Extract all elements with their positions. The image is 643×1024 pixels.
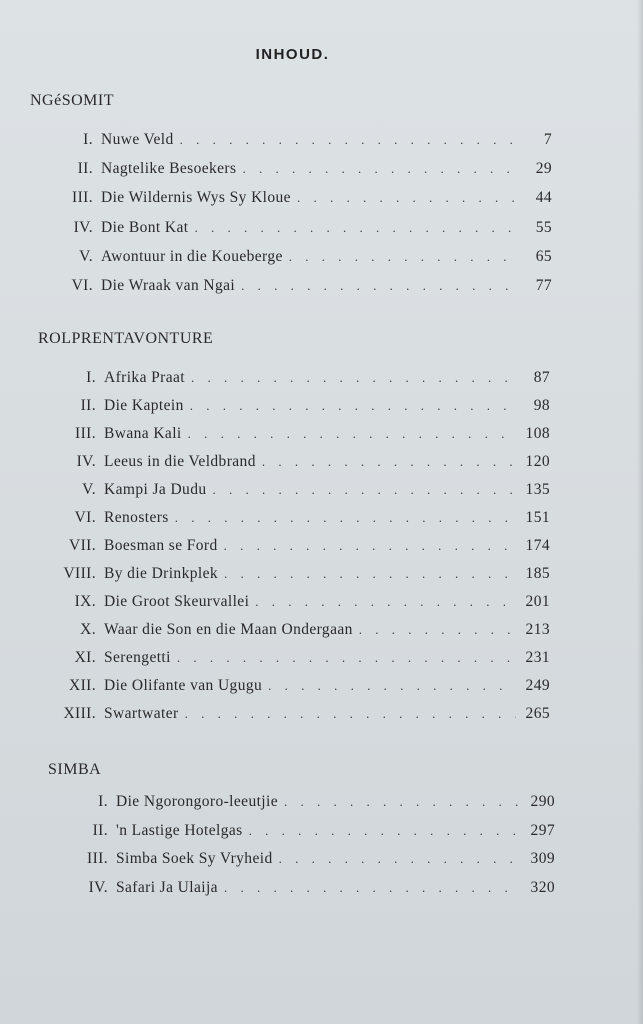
page-number: 174 <box>525 537 550 554</box>
toc-entry <box>55 850 555 870</box>
chapter-title: Kampi Ja Dudu <box>104 481 207 498</box>
chapter-numeral: VI. <box>74 509 96 526</box>
dot-leader <box>191 370 516 386</box>
toc-entry <box>55 481 550 501</box>
chapter-numeral: VI. <box>71 277 93 294</box>
toc-entry <box>55 649 550 669</box>
dot-leader <box>224 566 516 582</box>
dot-leader <box>262 454 516 470</box>
chapter-title: Nuwe Veld <box>101 131 174 148</box>
chapter-numeral: II. <box>92 821 108 839</box>
chapter-title: Afrika Praat <box>104 369 185 386</box>
dot-leader <box>185 706 516 722</box>
dot-leader <box>297 190 518 206</box>
dot-leader <box>279 851 521 867</box>
dot-leader <box>255 594 516 610</box>
chapter-numeral: I. <box>83 131 93 148</box>
chapter-numeral: VII. <box>69 537 96 554</box>
section-heading: SIMBA <box>48 761 102 778</box>
chapter-title: Simba Soek Sy Vryheid <box>116 850 273 868</box>
page-title: INHOUD. <box>255 46 330 63</box>
chapter-title: Die Ngorongoro-leeutjie <box>116 793 278 810</box>
chapter-numeral: IX. <box>74 593 96 610</box>
chapter-numeral: IV. <box>73 218 93 236</box>
dot-leader <box>224 538 516 554</box>
toc-entry <box>55 822 555 842</box>
chapter-title: Die Bont Kat <box>101 218 189 236</box>
page-number: 98 <box>533 397 550 414</box>
dot-leader <box>213 482 517 498</box>
toc-entry <box>55 369 550 389</box>
toc-entry <box>55 219 552 239</box>
toc-entry <box>55 793 555 813</box>
chapter-title: Die Olifante van Ugugu <box>104 677 263 694</box>
chapter-numeral: I. <box>86 369 96 386</box>
page-number: 87 <box>533 369 550 386</box>
page-number: 320 <box>530 879 555 897</box>
chapter-numeral: III. <box>75 425 96 442</box>
dot-leader <box>268 678 516 694</box>
chapter-title: Awontuur in die Koueberge <box>101 247 283 265</box>
page-number: 7 <box>543 131 552 148</box>
chapter-title: By die Drinkplek <box>104 565 219 582</box>
toc-entry <box>55 593 550 613</box>
page-number: 231 <box>525 649 550 666</box>
page-number: 185 <box>525 565 550 582</box>
toc-entry <box>55 189 552 209</box>
chapter-title: Serengetti <box>104 649 171 666</box>
toc-entry <box>55 160 552 180</box>
toc-entry <box>55 879 555 899</box>
page-number: 29 <box>535 160 552 178</box>
chapter-numeral: XII. <box>69 677 96 694</box>
dot-leader <box>180 132 518 148</box>
chapter-numeral: IV. <box>88 879 108 897</box>
chapter-title: Leeus in die Veldbrand <box>104 453 256 470</box>
chapter-numeral: I. <box>98 793 108 810</box>
dot-leader <box>194 220 518 236</box>
toc-entry <box>55 277 552 297</box>
chapter-title: Nagtelike Besoekers <box>101 160 237 178</box>
chapter-title: Die Wraak van Ngai <box>101 277 236 294</box>
section-heading: NGéSOMIT <box>30 92 114 109</box>
chapter-numeral: VIII. <box>63 565 96 582</box>
section-heading: ROLPRENTAVONTURE <box>38 330 214 347</box>
dot-leader <box>289 249 518 265</box>
page-number: 65 <box>535 247 552 265</box>
toc-entry <box>55 565 550 585</box>
dot-leader <box>242 161 518 177</box>
page-number: 44 <box>535 189 552 207</box>
chapter-title: 'n Lastige Hotelgas <box>116 821 243 839</box>
dot-leader <box>241 278 518 294</box>
page-number: 249 <box>525 677 550 694</box>
chapter-numeral: V. <box>82 481 96 498</box>
toc-entry <box>55 537 550 557</box>
dot-leader <box>188 426 516 442</box>
page-number: 297 <box>530 821 555 839</box>
toc-entry <box>55 425 550 445</box>
dot-leader <box>359 622 516 638</box>
chapter-numeral: III. <box>87 850 108 868</box>
chapter-numeral: II. <box>77 160 93 178</box>
chapter-title: Waar die Son en die Maan Ondergaan <box>104 621 353 638</box>
toc-entry <box>55 621 550 641</box>
dot-leader <box>190 398 516 414</box>
toc-entry <box>55 677 550 697</box>
chapter-numeral: V. <box>79 247 93 265</box>
chapter-title: Die Groot Skeurvallei <box>104 593 250 610</box>
chapter-title: Bwana Kali <box>104 425 182 442</box>
page-number: 108 <box>525 425 550 442</box>
page-number: 135 <box>525 481 550 498</box>
page-number: 265 <box>525 705 550 722</box>
dot-leader <box>177 650 516 666</box>
chapter-numeral: X. <box>80 621 96 638</box>
chapter-numeral: XI. <box>74 649 96 666</box>
toc-entry <box>55 131 552 151</box>
page-number: 151 <box>525 509 550 526</box>
toc-entry <box>55 397 550 417</box>
chapter-numeral: XIII. <box>63 705 96 722</box>
dot-leader <box>284 794 521 810</box>
page-number: 213 <box>525 621 550 638</box>
page-number: 55 <box>535 218 552 236</box>
toc-entry <box>55 705 550 725</box>
toc-entry <box>55 248 552 268</box>
chapter-numeral: III. <box>72 189 93 207</box>
chapter-title: Safari Ja Ulaija <box>116 879 218 897</box>
page-number: 201 <box>525 593 550 610</box>
chapter-numeral: IV. <box>76 453 96 470</box>
toc-entry <box>55 453 550 473</box>
page-number: 309 <box>530 850 555 868</box>
chapter-title: Die Kaptein <box>104 397 184 414</box>
page-number: 120 <box>525 453 550 470</box>
chapter-numeral: II. <box>80 397 96 414</box>
chapter-title: Die Wildernis Wys Sy Kloue <box>101 189 291 207</box>
chapter-title: Renosters <box>104 509 169 526</box>
dot-leader <box>249 823 521 839</box>
chapter-title: Boesman se Ford <box>104 537 218 554</box>
page-number: 290 <box>530 793 555 810</box>
page-number: 77 <box>535 277 552 294</box>
toc-entry <box>55 509 550 529</box>
dot-leader <box>175 510 516 526</box>
page-edge-shadow <box>637 0 643 1024</box>
dot-leader <box>224 880 521 896</box>
chapter-title: Swartwater <box>104 705 179 722</box>
